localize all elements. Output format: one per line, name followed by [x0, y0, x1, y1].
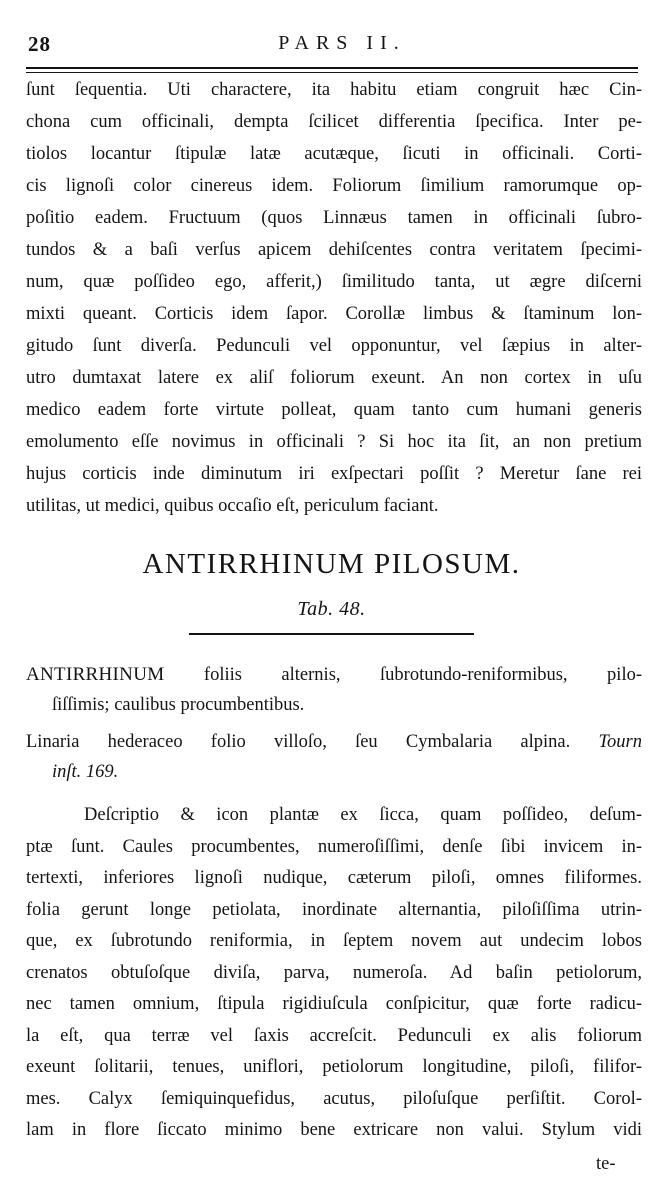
text-line: ſunt ſequentia. Uti charactere, ita habitu etiam congruit hæc Cin-: [26, 80, 642, 100]
text-line: gitudo ſunt diverſa. Pedunculi vel opponuntur, vel ſæpius in alter-: [26, 336, 642, 356]
text-line: tiolos locantur ſtipulæ latæ acutæque, ſicuti in officinali. Corti-: [26, 144, 642, 164]
text-line: tundos & a baſi verſus apicem dehiſcentes contra veritatem ſpecimi-: [26, 240, 642, 260]
text-line: folia gerunt longe petiolata, inordinate alternantia, piloſiſſima utrin-: [26, 899, 642, 920]
text-line: la eſt, qua terræ vel ſaxis accreſcit. Pedunculi ex alis foliorum: [26, 1025, 642, 1046]
header-rule-thick: [26, 67, 638, 69]
text-line: mixti queant. Corticis idem ſapor. Corollæ limbus & ſtaminum lon-: [26, 304, 642, 324]
text-line: utilitas, ut medici, quibus occaſio eſt, periculum faciant.: [26, 496, 439, 516]
diagnosis-line: ſiſſimis; caulibus procumbentibus.: [52, 695, 305, 715]
text-line: tertexti, inferiores lignoſi nudique, cæterum piloſi, omnes filiformes.: [26, 868, 642, 888]
synonym-line: [26, 727, 642, 757]
text-line: crenatos obtuſoſque diviſa, parva, numeroſa. Ad baſin petiolorum,: [26, 962, 642, 983]
text-line: exeunt ſolitarii, tenues, uniflori, petiolorum longitudine, piloſi, filifor-: [26, 1057, 642, 1077]
header-rule-thin: [26, 72, 638, 73]
text-line: ptæ ſunt. Caules procumbentes, numeroſiſſimi, denſe ſibi invicem in-: [26, 836, 642, 857]
text-line: num, quæ poſſideo ego, afferit,) ſimilitudo tanta, ut ægre diſcerni: [26, 272, 642, 292]
diagnosis: [26, 660, 642, 720]
plate-reference: Tab. 48.: [297, 598, 366, 620]
text-line: cis lignoſi color cinereus idem. Foliorum ſimilium ramorumque op-: [26, 176, 642, 196]
text-line: chona cum officinali, dempta ſcilicet differentia ſpecifica. Inter pe-: [26, 112, 642, 132]
diagnosis-text: foliis alternis, ſubrotundo-reniformibus, pilo-: [203, 665, 642, 685]
synonym-reference: inſt. 169.: [52, 762, 119, 782]
text-line: mes. Calyx ſemiquinquefidus, acutus, piloſuſque perſiſtit. Corol-: [26, 1088, 642, 1109]
genus-name: ANTIRRHINUM: [26, 664, 165, 685]
paragraph-description: [26, 800, 642, 1147]
synonym-author: Tourn: [598, 732, 642, 752]
text-line: lam in flore ſiccato minimo bene extricare non valui. Stylum vidi: [26, 1120, 642, 1140]
text-line: emolumento eſſe novimus in officinali ? Si hoc ita ſit, an non pretium: [26, 432, 642, 452]
text-line: nec tamen omnium, ſtipula rigidiuſcula conſpicitur, quæ forte radicu-: [26, 994, 642, 1014]
page-header: [26, 30, 638, 62]
page-number: 28: [28, 32, 51, 56]
diagnosis-line: [26, 660, 642, 690]
text-line: utro dumtaxat latere ex aliſ foliorum exeunt. An non cortex in uſu: [26, 368, 642, 388]
text-line: Deſcriptio & icon plantæ ex ſicca, quam poſſideo, deſum-: [84, 805, 642, 825]
synonym-text: Linaria hederaceo folio villoſo, ſeu Cymbalaria alpina.: [26, 732, 571, 752]
species-title: ANTIRRHINUM PILOSUM.: [142, 548, 521, 580]
catchword: te-: [596, 1154, 616, 1174]
text-line: poſitio eadem. Fructuum (quos Linnæus tamen in officinali ſubro-: [26, 208, 642, 228]
running-title: PARS II.: [278, 32, 406, 54]
text-line: que, ex ſubrotundo reniformia, in ſeptem novem aut undecim lobos: [26, 931, 642, 951]
title-rule: [189, 633, 474, 635]
paragraph-cinchona: [26, 74, 642, 522]
synonym: [26, 727, 642, 787]
text-line: medico eadem forte virtute polleat, quam tanto cum humani generis: [26, 400, 642, 420]
text-line: hujus corticis inde diminutum iri exſpectari poſſit ? Meretur ſane rei: [26, 464, 642, 484]
